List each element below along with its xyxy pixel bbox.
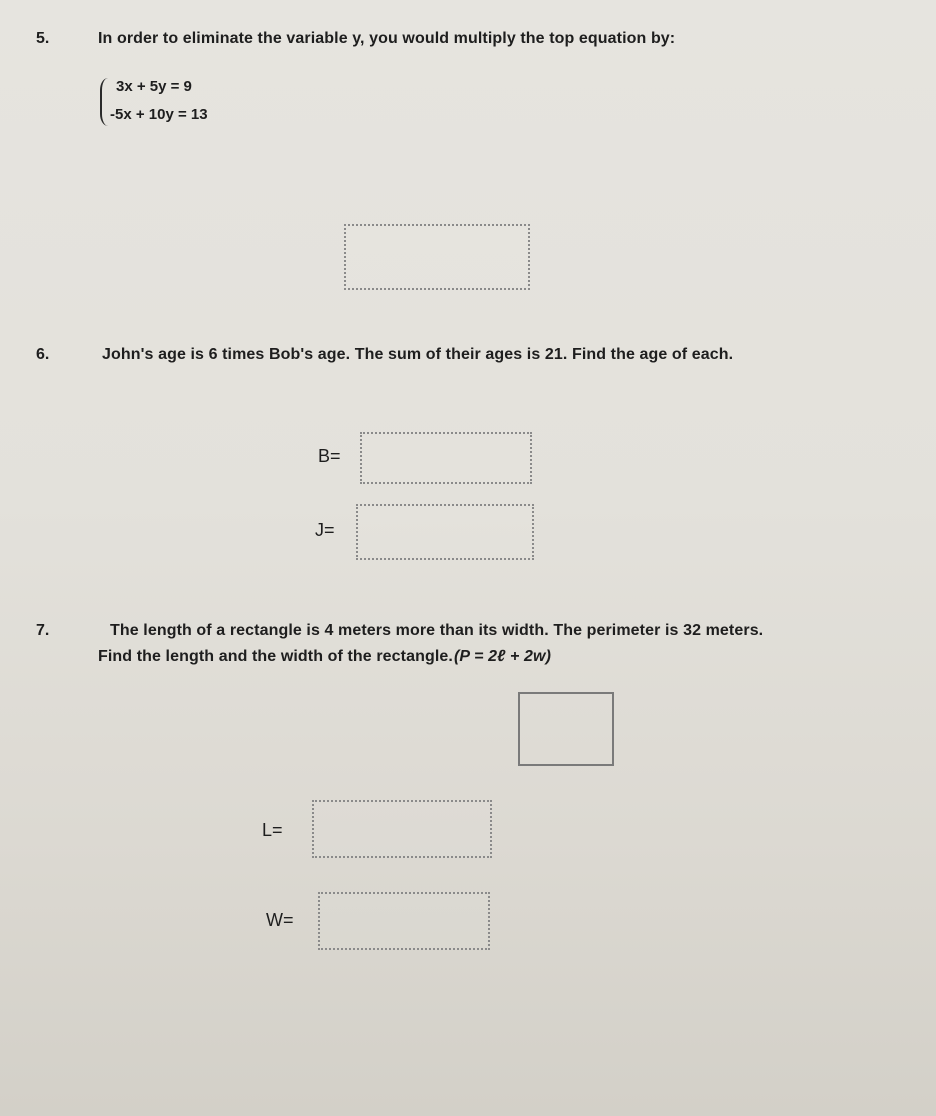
question-7-line-2: Find the length and the width of the rectangle. [98, 648, 453, 665]
question-6-text: John's age is 6 times Bob's age. The sum of their ages is 21. Find the age of each. [102, 346, 734, 363]
answer-box-q5[interactable] [344, 224, 530, 290]
label-w: W= [266, 910, 294, 930]
label-b: B= [318, 446, 341, 466]
answer-box-b[interactable] [360, 432, 532, 484]
perimeter-formula: (P = 2ℓ + 2w) [454, 648, 552, 665]
equation-1: 3x + 5y = 9 [116, 78, 192, 95]
label-l: L= [262, 820, 283, 840]
equation-2: -5x + 10y = 13 [110, 106, 208, 123]
question-6-number: 6. [36, 346, 50, 363]
answer-box-w[interactable] [318, 892, 490, 950]
question-5-text: In order to eliminate the variable y, you would multiply the top equation by: [98, 30, 676, 47]
answer-box-l[interactable] [312, 800, 492, 858]
question-7-number: 7. [36, 622, 50, 639]
answer-box-j[interactable] [356, 504, 534, 560]
question-7-line-1: The length of a rectangle is 4 meters more than its width. The perimeter is 32 meters. [110, 622, 764, 639]
rectangle-sketch-box[interactable] [518, 692, 614, 766]
label-j: J= [315, 520, 335, 540]
question-5-number: 5. [36, 30, 50, 47]
